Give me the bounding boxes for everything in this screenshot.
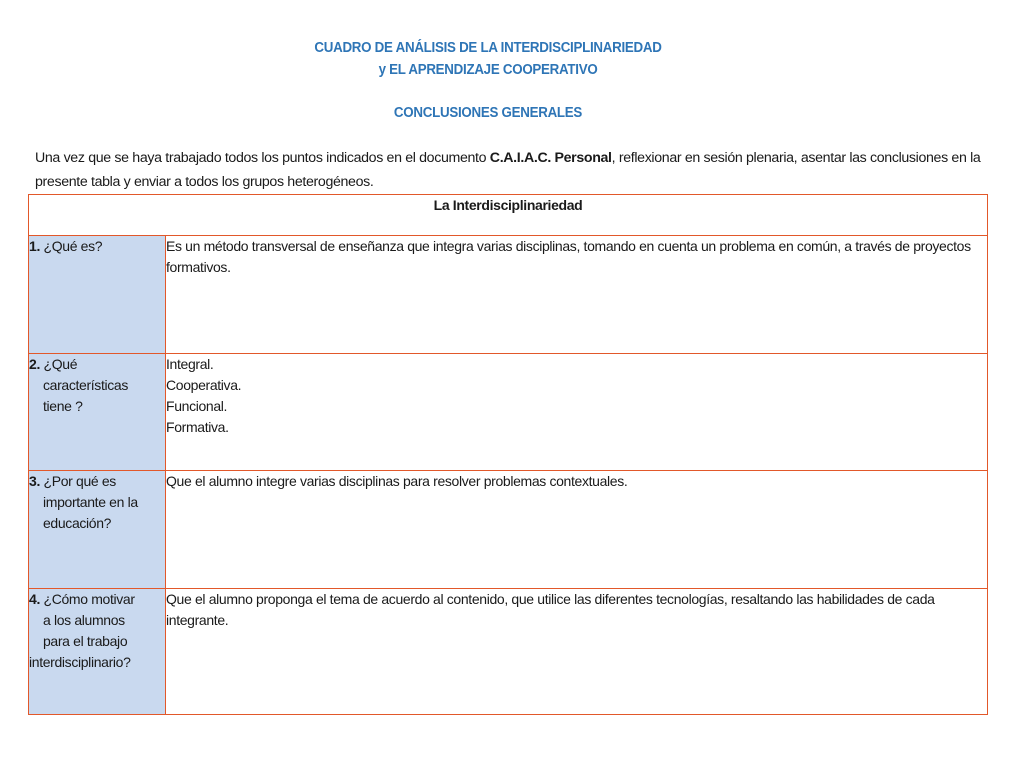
answer-line: Integral. bbox=[166, 356, 214, 372]
answer-line: Que el alumno integre varias disciplinas para resolver problemas contextuales. bbox=[166, 473, 628, 489]
question-cell bbox=[29, 589, 166, 715]
question-number-dot: . bbox=[36, 238, 40, 254]
answer-line: Cooperativa. bbox=[166, 377, 242, 393]
answer-line: Funcional. bbox=[166, 398, 228, 414]
answer-cell bbox=[166, 471, 988, 589]
answer-line: Es un método transversal de enseñanza que integra varias disciplinas, tomando en cuenta un problema en común, a través de proyectos formativos. bbox=[166, 238, 971, 275]
table-row bbox=[29, 236, 988, 354]
question-text: ¿Por qué es bbox=[43, 473, 116, 489]
question-line: importante en la bbox=[43, 494, 138, 510]
question-text: ¿Qué es? bbox=[43, 238, 103, 254]
question-text: ¿Cómo motivar bbox=[43, 591, 135, 607]
answer-cell bbox=[166, 236, 988, 354]
table-row bbox=[29, 471, 988, 589]
question-number-dot: . bbox=[36, 356, 40, 372]
question-line: características bbox=[43, 377, 128, 393]
question-number-dot: . bbox=[36, 591, 40, 607]
question-line: tiene ? bbox=[43, 398, 83, 414]
question-line bbox=[29, 236, 165, 257]
answer-line: Formativa. bbox=[166, 419, 229, 435]
question-line: educación? bbox=[43, 515, 112, 531]
question-cell bbox=[29, 236, 166, 354]
question-text: ¿Qué bbox=[43, 356, 78, 372]
intro-document-name: C.A.I.A.C. Personal bbox=[489, 150, 612, 166]
answer-cell bbox=[166, 354, 988, 471]
question-number: 3 bbox=[29, 473, 37, 489]
table-heading: La Interdisciplinariedad bbox=[29, 195, 988, 236]
question-number: 2 bbox=[29, 356, 37, 372]
question-line bbox=[29, 589, 165, 610]
document-title-line-2: y EL APRENDIZAJE COOPERATIVO bbox=[378, 62, 598, 78]
question-number: 1 bbox=[29, 238, 37, 254]
question-line: a los alumnos bbox=[43, 612, 125, 628]
table-row bbox=[29, 354, 988, 471]
question-line bbox=[29, 471, 165, 492]
question-number: 4 bbox=[29, 591, 37, 607]
document-title-line-1: CUADRO DE ANÁLISIS DE LA INTERDISCIPLINARIEDAD bbox=[314, 40, 662, 56]
answer-cell bbox=[166, 589, 988, 715]
table-header-row bbox=[29, 195, 988, 236]
question-line bbox=[29, 354, 165, 375]
table-row bbox=[29, 589, 988, 715]
answer-line: Que el alumno proponga el tema de acuerdo al contenido, que utilice las diferentes tecnologías, resaltando las habilidades de cada integrante. bbox=[166, 591, 935, 628]
document-subtitle: CONCLUSIONES GENERALES bbox=[393, 105, 583, 121]
question-number-dot: . bbox=[36, 473, 40, 489]
question-cell bbox=[29, 471, 166, 589]
intro-text-before: Una vez que se haya trabajado todos los puntos indicados en el documento bbox=[35, 150, 490, 166]
question-cell bbox=[29, 354, 166, 471]
intro-text-after: , reflexionar en sesión plenaria, asentar las conclusiones en la presente tabla y enviar a todos los grupos heterogéneos. bbox=[35, 150, 981, 190]
intro-paragraph bbox=[35, 146, 995, 194]
question-line: para el trabajo bbox=[43, 633, 128, 649]
analysis-table bbox=[28, 194, 988, 715]
question-line: interdisciplinario? bbox=[29, 654, 131, 670]
